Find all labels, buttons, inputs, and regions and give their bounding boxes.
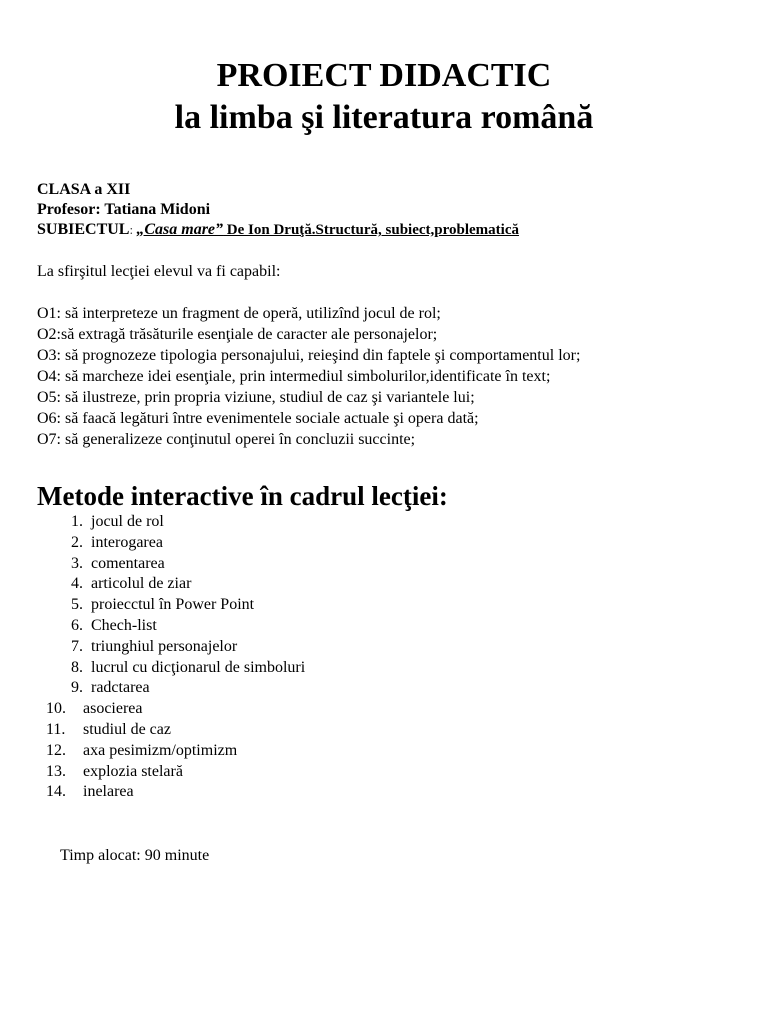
method-item xyxy=(46,720,305,741)
subject-separator: : xyxy=(129,222,137,237)
method-number: 8. xyxy=(71,658,83,676)
method-item xyxy=(46,554,305,575)
method-text: explozia stelară xyxy=(83,762,183,780)
method-number: 5. xyxy=(71,596,83,614)
method-item xyxy=(46,512,305,533)
objective-item: O1: să interpreteze un fragment de operă, utilizînd jocul de rol; xyxy=(37,305,441,322)
method-item xyxy=(46,595,305,616)
method-number: 2. xyxy=(71,533,83,551)
objective-item: O3: să prognozeze tipologia personajului, reieşind din faptele şi comportamentul lor; xyxy=(37,347,581,364)
method-text: comentarea xyxy=(91,554,165,572)
document-subtitle: la limba şi literatura română xyxy=(174,99,594,136)
method-item xyxy=(46,678,305,699)
objective-item: O6: să faacă legături între evenimentele sociale actuale şi opera dată; xyxy=(37,410,479,427)
method-item xyxy=(46,574,305,595)
method-number: 3. xyxy=(71,554,83,572)
method-text: triunghiul personajelor xyxy=(91,637,238,655)
method-text: radctarea xyxy=(91,679,150,697)
objective-item: O5: să ilustreze, prin propria viziune, studiul de caz şi variantele lui; xyxy=(37,389,475,406)
subject-description: De Ion Druţă.Structură, subiect,problematică xyxy=(223,222,519,238)
method-number: 7. xyxy=(71,637,83,655)
method-number: 4. xyxy=(71,575,83,593)
header-info xyxy=(37,180,519,240)
methods-list xyxy=(46,512,305,803)
teacher-line: Profesor: Tatiana Midoni xyxy=(37,201,211,218)
method-text: interogarea xyxy=(91,533,163,551)
method-number: 10. xyxy=(46,700,66,718)
method-text: studiul de caz xyxy=(83,720,171,738)
method-text: lucrul cu dicţionarul de simboluri xyxy=(91,658,306,676)
method-text: articolul de ziar xyxy=(91,575,192,593)
objective-item: O2:să extragă trăsăturile esenţiale de caracter ale personajelor; xyxy=(37,326,438,343)
method-item xyxy=(46,658,305,679)
method-text: Chech-list xyxy=(91,616,157,634)
method-text: inelarea xyxy=(83,783,134,801)
method-item xyxy=(46,782,305,803)
method-text: axa pesimizm/optimizm xyxy=(83,741,238,759)
method-number: 13. xyxy=(46,762,66,780)
document-title: PROIECT DIDACTIC xyxy=(216,57,552,94)
method-number: 12. xyxy=(46,741,66,759)
method-item xyxy=(46,616,305,637)
method-item xyxy=(46,699,305,720)
objective-item: O4: să marcheze idei esenţiale, prin intermediul simbolurilor,identificate în text; xyxy=(37,368,551,385)
class-line: CLASA a XII xyxy=(37,181,131,198)
objectives-list xyxy=(37,303,580,450)
method-item xyxy=(46,533,305,554)
allocated-time: Timp alocat: 90 minute xyxy=(60,847,210,864)
method-text: jocul de rol xyxy=(91,513,164,530)
method-number: 6. xyxy=(71,616,83,634)
method-item xyxy=(46,741,305,762)
subject-line xyxy=(37,220,519,240)
method-number: 14. xyxy=(46,783,66,801)
methods-heading: Metode interactive în cadrul lecţiei: xyxy=(37,481,448,511)
method-number: 11. xyxy=(46,720,66,738)
method-text: asocierea xyxy=(83,700,143,718)
objective-item: O7: să generalizeze conţinutul operei în concluzii succinte; xyxy=(37,431,416,448)
title-block xyxy=(0,55,768,139)
method-item xyxy=(46,762,305,783)
method-number: 1. xyxy=(71,513,83,530)
subject-work-title: „Casa mare” xyxy=(136,221,224,238)
method-number: 9. xyxy=(71,679,83,697)
method-item xyxy=(46,637,305,658)
subject-label: SUBIECTUL xyxy=(37,221,130,238)
objectives-intro: La sfirşitul lecţiei elevul va fi capabil: xyxy=(37,263,281,280)
method-text: proiecctul în Power Point xyxy=(91,596,255,614)
